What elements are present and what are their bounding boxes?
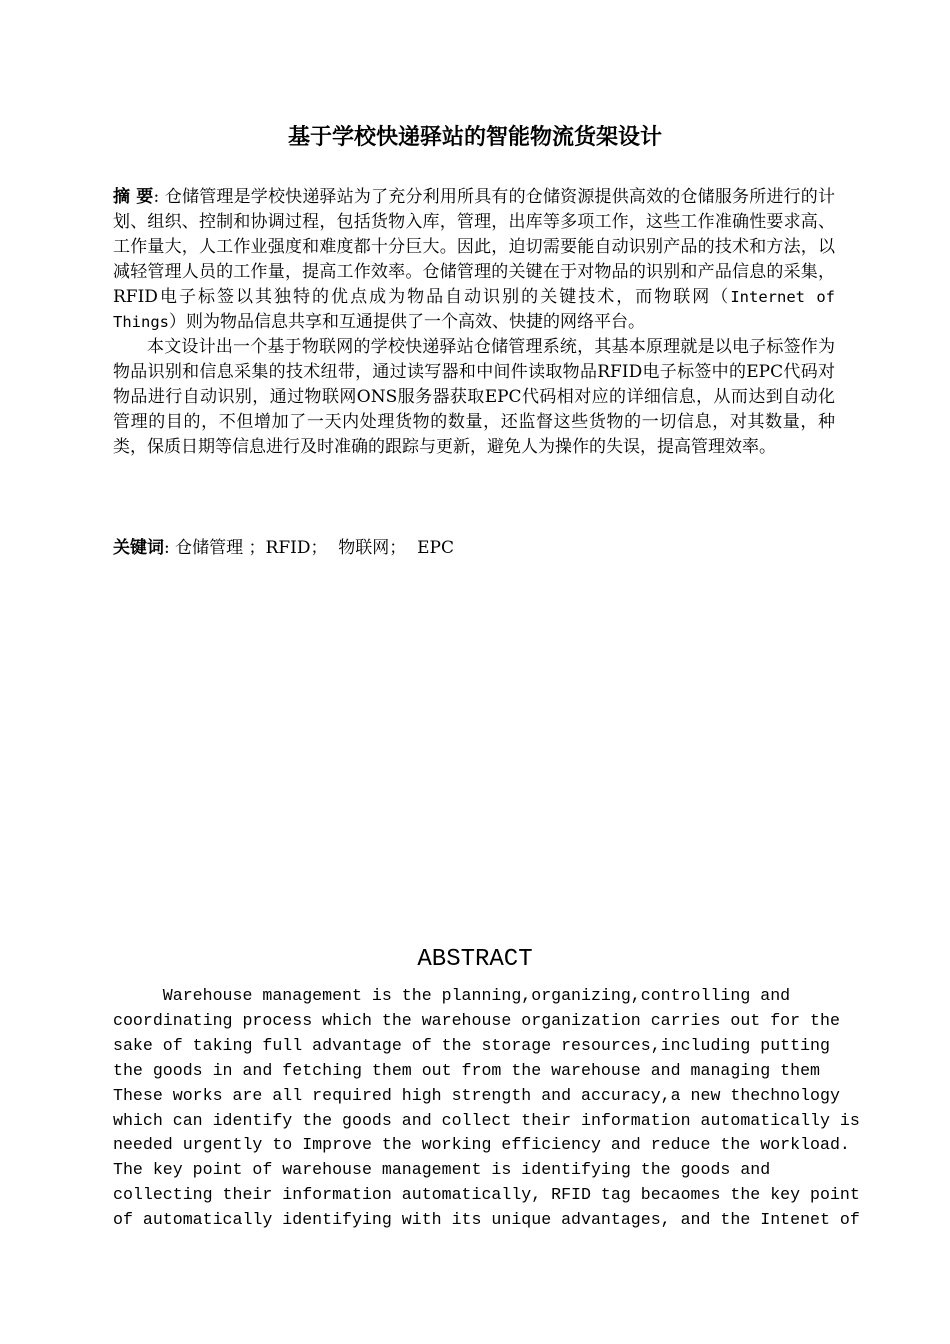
abstract-paragraph-1	[113, 185, 835, 335]
english-line: The key point of warehouse management is identifying the goods and	[113, 1160, 771, 1180]
chinese-title: 基于学校快递驿站的智能物流货架设计	[287, 124, 662, 150]
abstract-english-term: Internet of Things	[113, 288, 835, 331]
abstract-text-1b: ）则为物品信息共享和互通提供了一个高效、快捷的网络平台。	[169, 312, 645, 332]
english-line: These works are all required high strength and accuracy,a new thechnology	[113, 1085, 840, 1105]
chinese-abstract	[113, 185, 835, 460]
abstract-text-1a: : 仓储管理是学校快递驿站为了充分利用所具有的仓储资源提供高效的仓储服务所进行的计划、组织、控制和协调过程，包括货物入库，管理，出库等多项工作，这些工作准确性要求高、工作量大，人工作业强度和难度都十分巨大。因此，迫切需要能自动识别产品的技术和方法，以减轻管理人员的工作量，提高工作效率。仓储管理的关键在于对物品的识别和产品信息的采集，RFID电子标签以其独特的优点成为物品自动识别的关键技术，而物联网（	[113, 187, 836, 307]
english-line: collecting their information automatically, RFID tag becaomes the key point	[113, 1185, 860, 1205]
keywords-label: 关键词	[113, 538, 164, 558]
keywords-text: : 仓储管理 ；RFID； 物联网； EPC	[164, 538, 454, 558]
english-line: needed urgently to Improve the working efficiency and reduce the workload.	[113, 1135, 850, 1155]
english-line: sake of taking full advantage of the storage resources,including putting	[113, 1035, 830, 1055]
english-line: which can identify the goods and collect their information automatically is	[113, 1110, 860, 1130]
abstract-paragraph-2: 本文设计出一个基于物联网的学校快递驿站仓储管理系统，其基本原理就是以电子标签作为物品识别和信息采集的技术纽带，通过读写器和中间件读取物品RFID电子标签中的EPC代码对物品进行自动识别，通过物联网ONS服务器获取EPC代码相对应的详细信息，从而达到自动化管理的目的，不但增加了一天内处理货物的数量，还监督这些货物的一切信息，对其数量，种类，保质日期等信息进行及时准确的跟踪与更新，避免人为操作的失误，提高管理效率。	[113, 337, 835, 457]
english-title: ABSTRACT	[417, 946, 533, 973]
keywords-line	[113, 536, 835, 561]
english-line: of automatically identifying with its unique advantages, and the Intenet of	[113, 1210, 860, 1230]
abstract-label: 摘 要	[113, 187, 154, 207]
english-abstract	[113, 984, 860, 1233]
english-line: the goods in and fetching them out from the warehouse and managing them	[113, 1060, 821, 1080]
english-line: coordinating process which the warehouse organization carries out for the	[113, 1010, 840, 1030]
english-line: Warehouse management is the planning,organizing,controlling and	[113, 986, 791, 1005]
